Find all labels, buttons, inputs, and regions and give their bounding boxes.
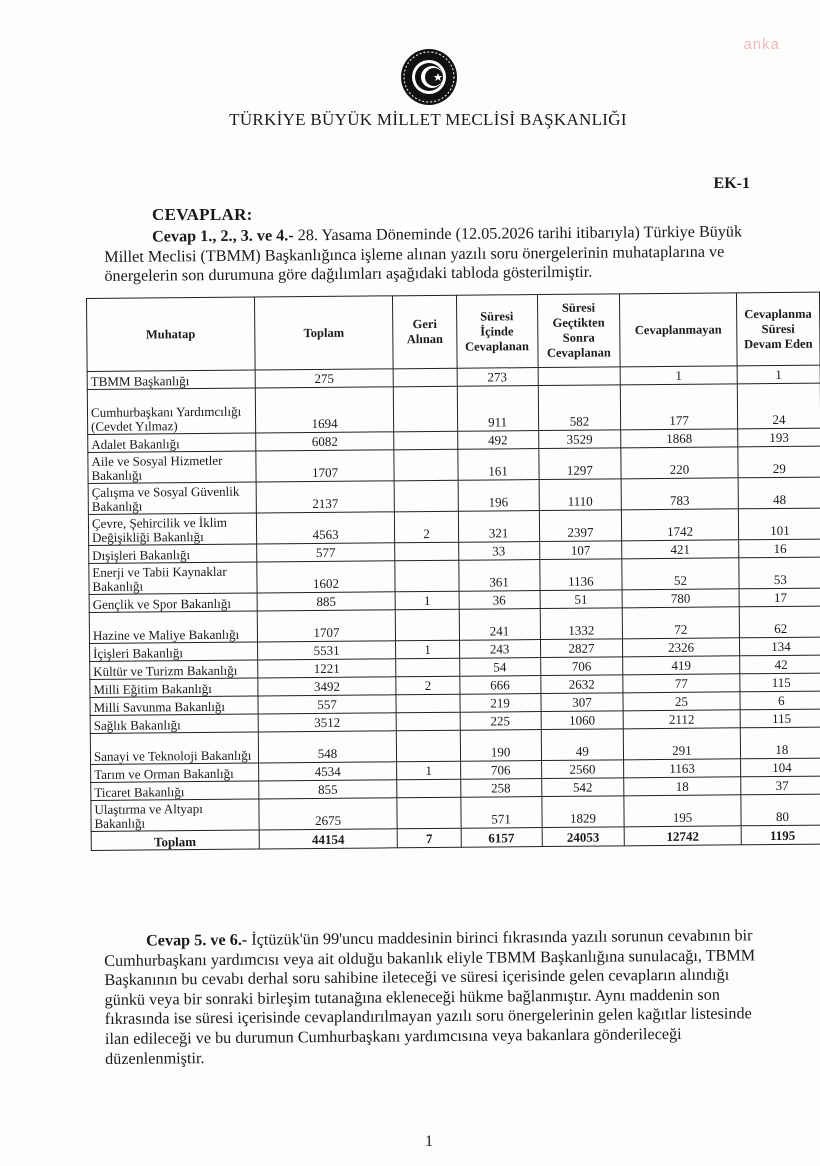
cell-toplam: 3492 — [257, 677, 396, 696]
cell-toplam: 2137 — [256, 481, 395, 513]
total-geri: 7 — [398, 828, 461, 848]
cell-gectikten — [538, 367, 621, 386]
cell-name: Enerji ve Tabii Kaynaklar Bakanlığı — [89, 562, 257, 594]
cell-name: TBMM Başkanlığı — [87, 370, 255, 389]
header-suresi-icinde-cevaplanan: Süresi İçinde Cevaplanan — [456, 295, 538, 369]
cell-toplam: 3512 — [258, 713, 397, 732]
cell-geri — [395, 560, 458, 592]
cell-geri — [394, 431, 457, 450]
cell-gectikten: 2560 — [541, 760, 624, 779]
table-header-row — [87, 292, 820, 371]
cell-cevaplanmayan: 780 — [622, 589, 739, 608]
cell-gectikten: 107 — [539, 541, 622, 560]
tbmm-seal-icon — [394, 46, 464, 108]
cell-gectikten: 2397 — [539, 510, 622, 542]
cell-gectikten: 706 — [540, 657, 623, 676]
cell-geri: 1 — [396, 640, 459, 659]
cell-name: Hazine ve Maliye Bakanlığı — [89, 611, 257, 643]
cell-toplam: 885 — [257, 592, 396, 611]
cell-cevaplanmayan: 783 — [621, 478, 738, 510]
cell-devam: 1 — [737, 365, 820, 384]
cell-name: İçişleri Bakanlığı — [90, 642, 258, 661]
cell-devam: 18 — [740, 727, 820, 759]
cell-gectikten: 51 — [540, 590, 623, 609]
cell-devam: 101 — [738, 508, 820, 540]
intro-lead: Cevap 1., 2., 3. ve 4.- — [151, 226, 294, 246]
cell-suresi-icinde: 321 — [458, 511, 539, 543]
cell-devam: 115 — [740, 673, 820, 692]
cell-suresi-icinde: 258 — [460, 779, 541, 798]
cell-devam: 62 — [739, 606, 820, 638]
cell-cevaplanmayan: 1 — [620, 366, 737, 385]
cell-name: Adalet Bakanlığı — [88, 433, 256, 452]
cell-toplam: 548 — [258, 731, 397, 763]
cell-name: Sanayi ve Teknoloji Bakanlığı — [90, 732, 258, 764]
cell-devam: 80 — [741, 794, 820, 826]
cell-toplam: 557 — [258, 695, 397, 714]
cell-gectikten: 1060 — [541, 711, 624, 730]
cell-devam: 42 — [739, 655, 820, 674]
cell-devam: 48 — [738, 477, 820, 509]
cell-toplam: 5531 — [257, 641, 396, 660]
cell-toplam: 1707 — [257, 610, 396, 642]
cell-cevaplanmayan: 291 — [623, 728, 740, 760]
cell-gectikten: 2632 — [540, 675, 623, 694]
cell-name: Dışişleri Bakanlığı — [89, 544, 257, 563]
cell-geri — [394, 386, 457, 432]
cell-suresi-icinde: 492 — [457, 431, 538, 450]
cell-toplam: 1694 — [255, 387, 394, 433]
cell-devam: 37 — [740, 776, 820, 795]
cell-cevaplanmayan: 1163 — [624, 759, 741, 778]
cell-geri — [396, 658, 459, 677]
cell-suresi-icinde: 706 — [460, 761, 541, 780]
closing-text: İçtüzük'ün 99'uncu maddesinin birinci fıkrasında yazılı sorunun cevabının bir Cumhurbaşkanı yardımcısı veya ait olduğu bakanlık eliyle TBMM Başkanlığına sunulacağı, TBMM Başkanının bu cevabı derhal soru sahibine ileteceği ve süresi içerisinde gelen cevapların alındığı günkü veya bir sonraki birleşim tutanağına ekleneceği hükme bağlanmıştır. Aynı maddenin son fıkrasında ise süresi içerisinde cevaplandırılmayan yazılı soru önergelerinin gelen kağıtlar listesinde ilan edileceği ve bu durumun Cumhurbaşkanı yardımcısına veya bakanlara gönderileceği düzenlenmiştir. — [104, 926, 756, 1068]
cell-suresi-icinde: 241 — [459, 609, 540, 641]
header-muhatap: Muhatap — [87, 297, 255, 371]
cell-gectikten: 1297 — [538, 448, 621, 480]
intro-text: 28. Yasama Döneminde (12.05.2026 tarihi itibarıyla) Türkiye Büyük Millet Meclisi (TBMM) Başkanlığınca işleme alınan yazılı soru önergelerinin muhataplarına ve önergelerin son durumuna göre dağılımları aşağıdaki tabloda gösterilmiştir. — [104, 222, 743, 285]
cell-cevaplanmayan: 195 — [624, 795, 741, 827]
closing-paragraph — [104, 926, 765, 1069]
cell-suresi-icinde: 190 — [460, 730, 541, 762]
cell-name: Cumhurbaşkanı Yardımcılığı (Cevdet Yılmaz) — [87, 388, 255, 434]
cell-geri — [395, 480, 458, 512]
cell-name: Gençlik ve Spor Bakanlığı — [89, 593, 257, 612]
cell-geri — [394, 368, 457, 387]
cell-cevaplanmayan: 1742 — [622, 509, 739, 541]
cell-suresi-icinde: 571 — [460, 797, 541, 829]
cell-name: Milli Eğitim Bakanlığı — [90, 678, 258, 697]
cell-cevaplanmayan: 220 — [621, 447, 738, 479]
header-geri-alinan: Geri Alınan — [393, 295, 457, 369]
cell-gectikten: 582 — [538, 385, 621, 431]
cell-cevaplanmayan: 52 — [622, 558, 739, 590]
total-suresi-icinde: 6157 — [461, 828, 542, 848]
cell-cevaplanmayan: 77 — [623, 674, 740, 693]
cell-suresi-icinde: 243 — [459, 640, 540, 659]
page-number: 1 — [425, 1133, 433, 1150]
cell-devam: 17 — [739, 588, 820, 607]
cell-cevaplanmayan: 2112 — [623, 710, 740, 729]
cell-geri — [396, 609, 459, 641]
cell-geri: 2 — [395, 511, 458, 543]
cell-geri — [394, 449, 457, 481]
cell-suresi-icinde: 225 — [460, 712, 541, 731]
cell-name: Ticaret Bakanlığı — [91, 781, 259, 800]
agency-watermark: anka — [743, 36, 780, 53]
cell-suresi-icinde: 33 — [458, 542, 539, 561]
cell-toplam: 4534 — [258, 762, 397, 781]
cell-gectikten: 542 — [541, 778, 624, 797]
cell-suresi-icinde: 666 — [459, 676, 540, 695]
cell-geri — [397, 730, 460, 762]
cell-toplam: 6082 — [255, 432, 394, 451]
cell-suresi-icinde: 161 — [457, 449, 538, 481]
header-cevaplanma-suresi-devam-eden: Cevaplanma Süresi Devam Eden — [736, 292, 820, 366]
cell-cevaplanmayan: 1868 — [621, 429, 738, 448]
cell-devam: 53 — [739, 557, 820, 589]
cell-name: Milli Savunma Bakanlığı — [90, 696, 258, 715]
cell-geri — [395, 542, 458, 561]
intro-paragraph — [104, 222, 764, 286]
cell-toplam: 1707 — [255, 450, 394, 482]
cell-devam: 29 — [738, 446, 820, 478]
header-toplam: Toplam — [254, 296, 394, 370]
cell-toplam: 1602 — [256, 561, 395, 593]
total-toplam: 44154 — [259, 829, 398, 849]
cell-cevaplanmayan: 18 — [624, 777, 741, 796]
cell-name: Çevre, Şehircilik ve İklim Değişikliği Bakanlığı — [88, 513, 256, 545]
cell-name: Aile ve Sosyal Hizmetler Bakanlığı — [88, 451, 256, 483]
cell-gectikten: 2827 — [540, 639, 623, 658]
cell-geri: 1 — [396, 591, 459, 610]
total-devam: 1195 — [741, 825, 820, 845]
cell-cevaplanmayan: 421 — [622, 540, 739, 559]
cell-geri — [397, 712, 460, 731]
total-name: Toplam — [91, 830, 259, 850]
cell-devam: 6 — [740, 691, 820, 710]
cell-cevaplanmayan: 2326 — [623, 638, 740, 657]
cell-suresi-icinde: 219 — [460, 694, 541, 713]
cell-geri: 2 — [396, 676, 459, 695]
cell-gectikten: 1332 — [540, 608, 623, 640]
cell-name: Ulaştırma ve Altyapı Bakanlığı — [91, 799, 259, 831]
cell-name: Sağlık Bakanlığı — [90, 714, 258, 733]
table-row — [87, 383, 820, 434]
cell-cevaplanmayan: 25 — [623, 692, 740, 711]
cell-gectikten: 1110 — [539, 479, 622, 511]
cell-suresi-icinde: 36 — [459, 591, 540, 610]
cell-toplam: 855 — [258, 780, 397, 799]
total-gectikten: 24053 — [542, 827, 625, 847]
cell-suresi-icinde: 911 — [457, 386, 538, 432]
cell-devam: 134 — [739, 637, 820, 656]
cell-geri: 1 — [397, 761, 460, 780]
cell-devam: 115 — [740, 709, 820, 728]
cell-geri — [396, 694, 459, 713]
cell-name: Çalışma ve Sosyal Güvenlik Bakanlığı — [88, 482, 256, 514]
cell-suresi-icinde: 361 — [458, 560, 539, 592]
cell-devam: 16 — [738, 539, 820, 558]
cell-name: Tarım ve Orman Bakanlığı — [91, 763, 259, 782]
organization-title: TÜRKİYE BÜYÜK MİLLET MECLİSİ BAŞKANLIĞI — [229, 110, 627, 129]
cell-gectikten: 49 — [541, 729, 624, 761]
cell-cevaplanmayan: 72 — [622, 607, 739, 639]
cell-toplam: 4563 — [256, 512, 395, 544]
cell-toplam: 275 — [255, 369, 394, 388]
cell-gectikten: 307 — [541, 693, 624, 712]
cell-suresi-icinde: 196 — [458, 480, 539, 512]
cell-suresi-icinde: 273 — [457, 368, 538, 387]
cell-cevaplanmayan: 419 — [623, 656, 740, 675]
cell-cevaplanmayan: 177 — [620, 384, 737, 430]
cell-toplam: 577 — [256, 543, 395, 562]
cell-devam: 193 — [737, 428, 820, 447]
question-distribution-table — [86, 292, 820, 851]
cell-name: Kültür ve Turizm Bakanlığı — [90, 660, 258, 679]
cell-suresi-icinde: 54 — [459, 658, 540, 677]
cell-gectikten: 3529 — [538, 430, 621, 449]
cell-toplam: 1221 — [257, 659, 396, 678]
cell-gectikten: 1136 — [539, 559, 622, 591]
cell-geri — [397, 797, 460, 829]
annex-label: EK-1 — [713, 175, 750, 192]
answers-heading: CEVAPLAR: — [152, 205, 253, 224]
header-cevaplanmayan: Cevaplanmayan — [620, 293, 737, 367]
cell-gectikten: 1829 — [541, 796, 624, 828]
cell-devam: 104 — [740, 758, 820, 777]
closing-lead: Cevap 5. ve 6.- — [145, 930, 248, 950]
header-suresi-gectikten-sonra-cevaplanan: Süresi Geçtikten Sonra Cevaplanan — [537, 294, 620, 368]
cell-geri — [397, 779, 460, 798]
total-cevaplanmayan: 12742 — [624, 826, 741, 846]
cell-devam: 24 — [737, 383, 820, 429]
cell-toplam: 2675 — [258, 798, 397, 830]
